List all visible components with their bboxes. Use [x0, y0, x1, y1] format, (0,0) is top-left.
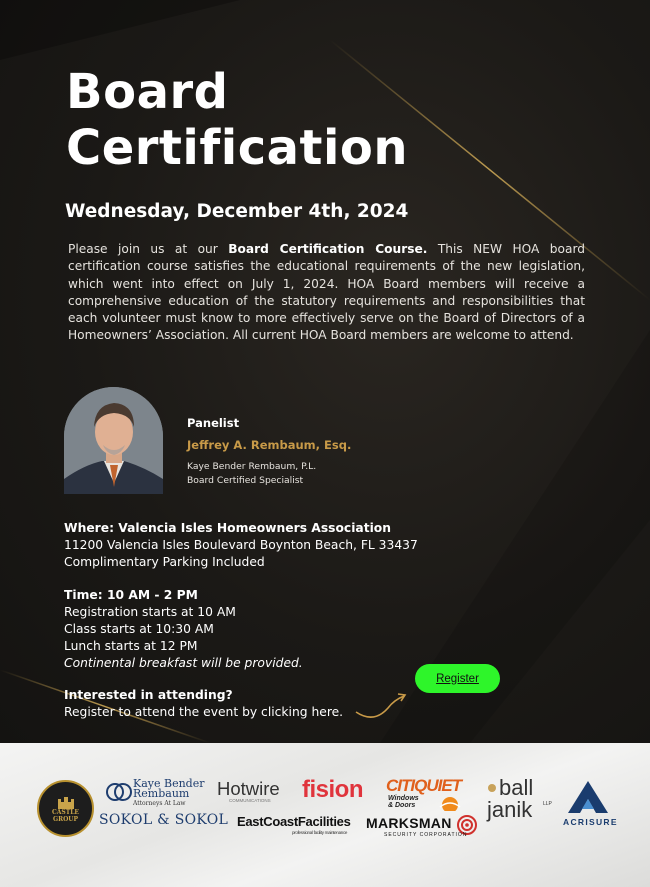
panelist-details	[187, 460, 316, 488]
location-parking: Complimentary Parking Included	[64, 555, 265, 569]
citiquiet-sub-line-2: & Doors	[388, 802, 416, 809]
marksman-logo-subtext: SECURITY CORPORATION	[384, 832, 468, 838]
marksman-logo	[366, 815, 468, 838]
title-line-1: Board	[66, 64, 229, 120]
intro-text-rest: This NEW HOA board certification course satisfies the educational requirements of the new legislation, which went into effect on July 1, 2024. HOA Board members will receive a comprehensive education of the statutory requirements and responsibilities that each volunteer must know to more effectively serve on the Board of Directors of a Homeowners’ Association. All current HOA Board members are welcome to attend.	[68, 242, 586, 343]
eastcoast-logo-text: EastCoastFacilities	[237, 814, 351, 829]
kbr-logo-line-2: Rembaum	[133, 787, 190, 800]
location-block	[64, 520, 418, 571]
schedule-block	[64, 587, 303, 672]
ball-janik-dot-icon	[487, 783, 497, 795]
panelist-credential: Board Certified Specialist	[187, 475, 304, 486]
acrisure-triangle-icon	[566, 779, 610, 815]
panelist-firm: Kaye Bender Rembaum, P.L.	[187, 461, 317, 472]
cta-heading: Interested in attending?	[64, 688, 233, 702]
kbr-emblem-icon	[106, 779, 132, 805]
castle-logo-text-2: GROUP	[52, 815, 79, 823]
schedule-class: Class starts at 10:30 AM	[64, 622, 214, 636]
hotwire-logo-subtext: COMMUNICATIONS	[229, 798, 271, 803]
intro-text-start: Please join us at our	[68, 242, 229, 256]
hotwire-logo-text: Hotwire	[217, 778, 280, 799]
intro-paragraph	[68, 241, 585, 345]
citiquiet-logo-text: CITIQUIET	[386, 776, 462, 795]
curved-arrow-icon	[354, 690, 410, 722]
janik-logo-text: janik	[487, 797, 533, 822]
event-date: Wednesday, December 4th, 2024	[65, 201, 409, 222]
location-heading: Where: Valencia Isles Homeowners Association	[64, 521, 392, 535]
kbr-logo-line-1: Kaye Bender	[133, 777, 205, 790]
page-title	[66, 64, 408, 176]
ball-janik-logo	[487, 775, 552, 822]
castle-group-logo	[37, 780, 94, 837]
schedule-heading: Time: 10 AM - 2 PM	[64, 588, 198, 602]
schedule-registration: Registration starts at 10 AM	[64, 605, 236, 619]
eastcoast-logo-subtext: professional facility maintenance	[292, 830, 348, 835]
panelist-name: Jeffrey A. Rembaum, Esq.	[187, 438, 352, 452]
citiquiet-logo	[386, 776, 466, 810]
castle-logo-text-1: CASTLE	[51, 808, 80, 816]
marksman-logo-text: MARKSMAN	[366, 815, 452, 831]
intro-course-name: Board Certification Course.	[228, 242, 428, 256]
panelist-photo	[64, 387, 163, 494]
schedule-lunch: Lunch starts at 12 PM	[64, 639, 198, 653]
acrisure-logo-text: ACRISURE	[563, 817, 618, 827]
kbr-logo-line-3: Attorneys At Law	[133, 800, 186, 807]
citiquiet-sub-line-1: Windows	[388, 795, 419, 802]
sokol-sokol-logo: SOKOL & SOKOL	[99, 812, 229, 828]
panelist-label: Panelist	[187, 416, 240, 430]
fision-logo: fision	[302, 776, 363, 803]
east-coast-facilities-logo	[237, 814, 351, 835]
citiquiet-sun-icon	[438, 793, 462, 811]
cta-text[interactable]: Register to attend the event by clicking here.	[64, 705, 344, 719]
cta-block	[64, 687, 343, 721]
sponsor-logos-footer	[0, 743, 650, 887]
title-line-2: Certification	[66, 120, 409, 176]
hotwire-logo	[217, 778, 280, 803]
castle-tower-icon	[57, 795, 75, 809]
register-button[interactable]: Register	[415, 664, 500, 693]
schedule-breakfast: Continental breakfast will be provided.	[64, 656, 303, 670]
ball-logo-text: ball	[499, 775, 534, 800]
panelist-portrait-image	[64, 387, 163, 494]
location-address: 11200 Valencia Isles Boulevard Boynton Beach, FL 33437	[64, 538, 418, 552]
citiquiet-logo-subtext	[388, 795, 419, 809]
llp-logo-text: LLP	[543, 801, 552, 807]
